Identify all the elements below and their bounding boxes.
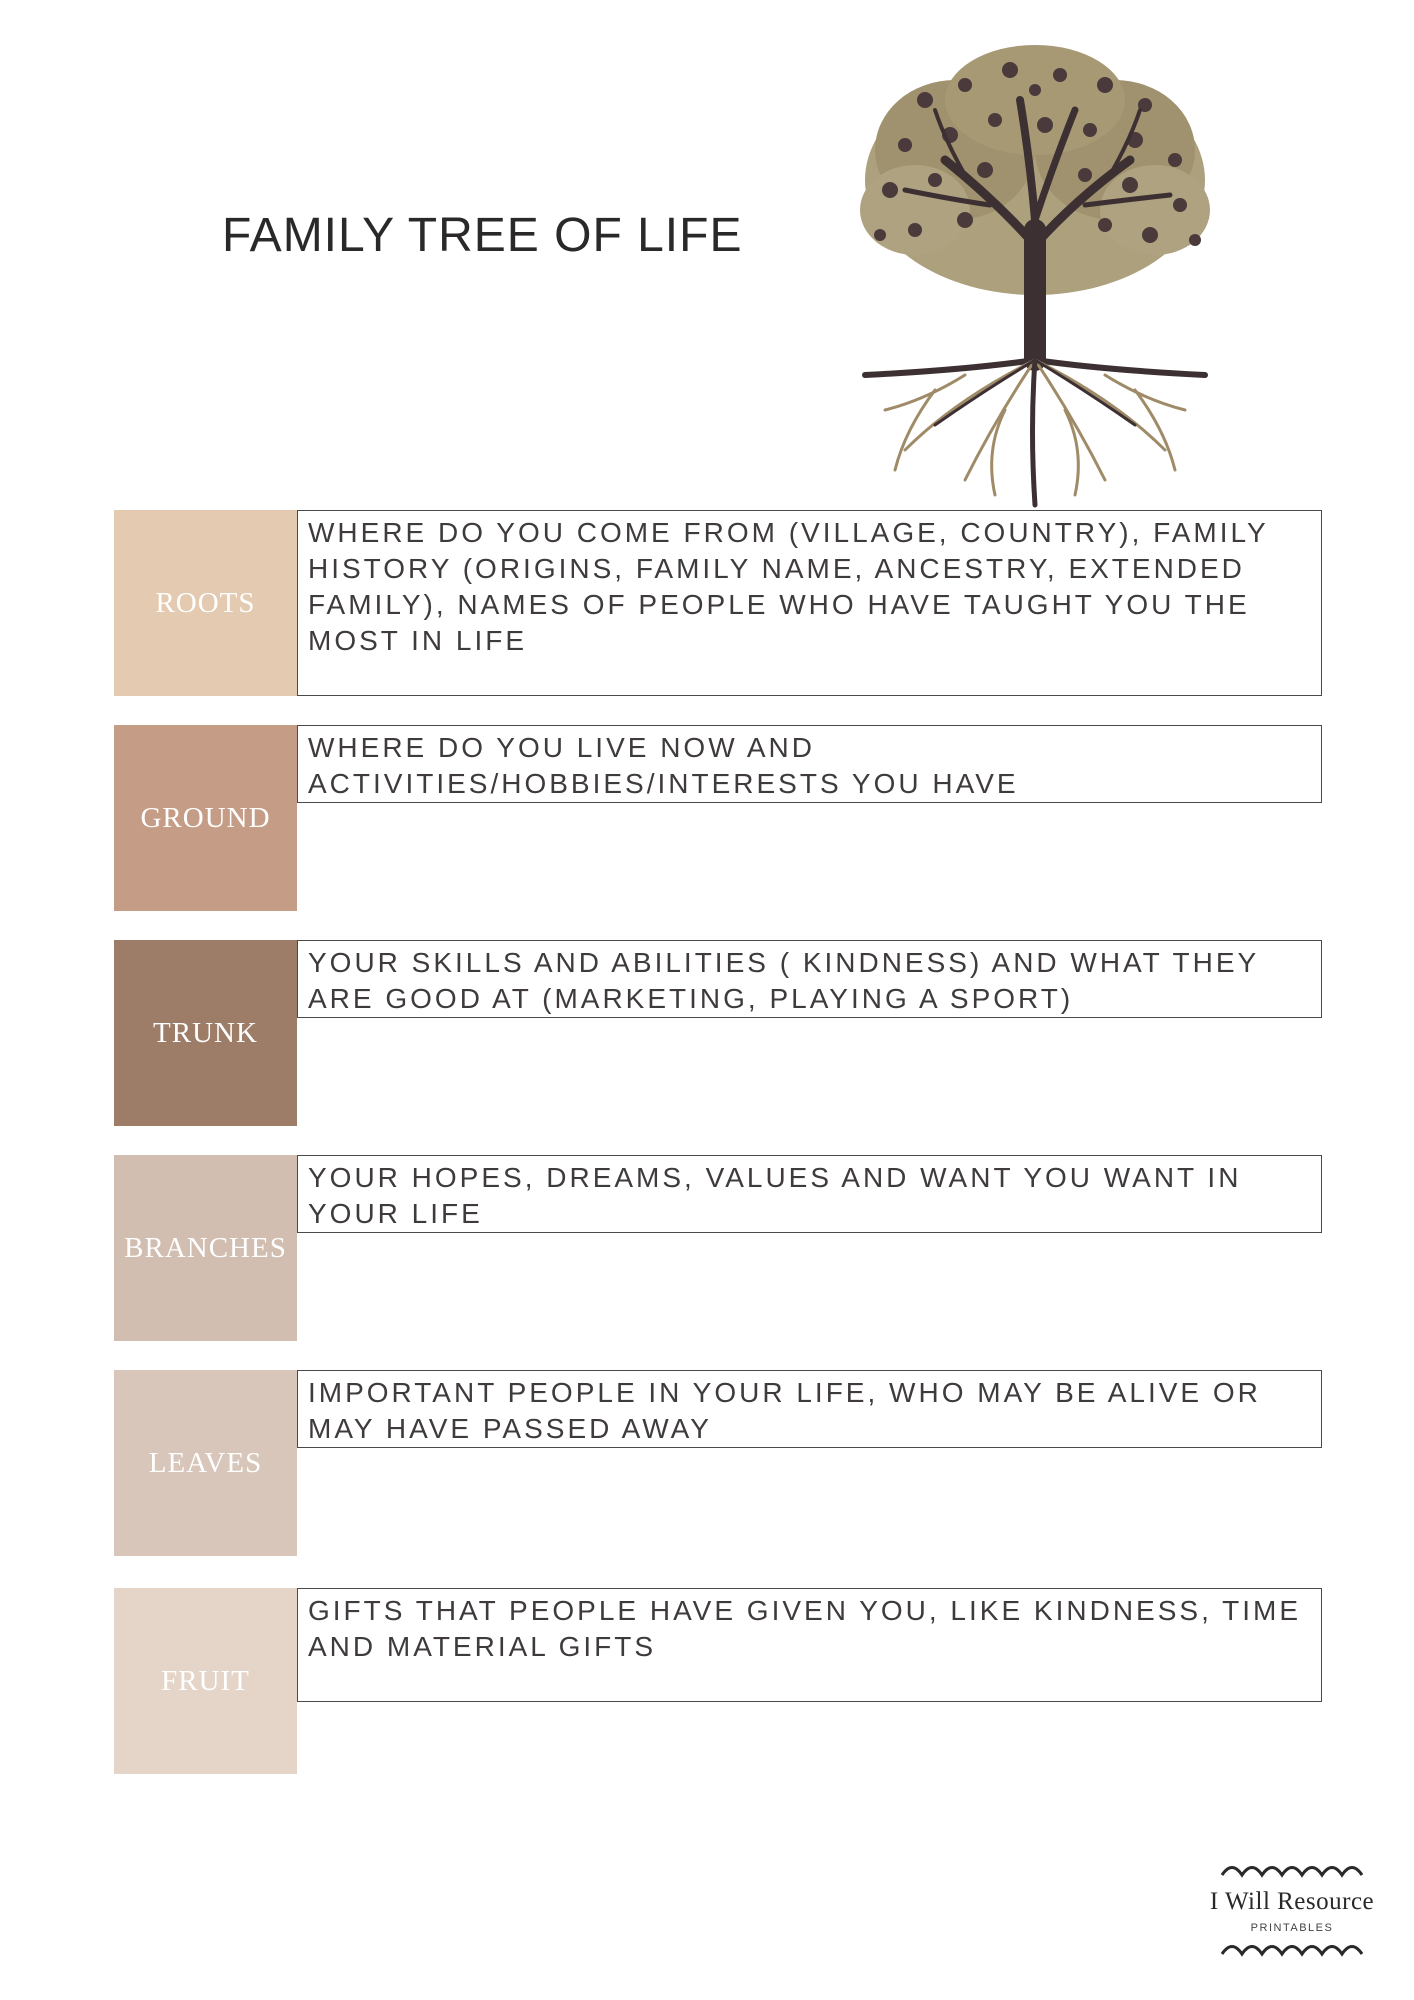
text-box-roots: WHERE DO YOU COME FROM (VILLAGE, COUNTRY), FAMILY HISTORY (ORIGINS, FAMILY NAME, ANCESTRY, EXTENDED FAMILY), NAMES OF PEOPLE WHO HAVE TAUGHT YOU THE MOST IN LIFE <box>297 510 1322 696</box>
brand-sub: PRINTABLES <box>1250 1922 1334 1934</box>
label-ground: GROUND <box>114 725 297 911</box>
text-box-ground: WHERE DO YOU LIVE NOW AND ACTIVITIES/HOBBIES/INTERESTS YOU HAVE <box>297 725 1322 803</box>
row-branches <box>114 1155 1324 1341</box>
page-title: FAMILY TREE OF LIFE <box>222 209 743 262</box>
text-box-fruit: GIFTS THAT PEOPLE HAVE GIVEN YOU, LIKE KINDNESS, TIME AND MATERIAL GIFTS <box>297 1588 1322 1702</box>
text-box-trunk: YOUR SKILLS AND ABILITIES ( KINDNESS) AND WHAT THEY ARE GOOD AT (MARKETING, PLAYING A SPORT) <box>297 940 1322 1018</box>
tree-illustration <box>845 30 1225 510</box>
label-trunk: TRUNK <box>114 940 297 1126</box>
brand-logo <box>1192 1855 1392 1975</box>
wave-icon-bottom <box>1217 1934 1367 1960</box>
label-roots: ROOTS <box>114 510 297 696</box>
label-leaves: LEAVES <box>114 1370 297 1556</box>
tree-roots <box>865 360 1205 505</box>
text-box-branches: YOUR HOPES, DREAMS, VALUES AND WANT YOU WANT IN YOUR LIFE <box>297 1155 1322 1233</box>
brand-name: I Will Resource <box>1209 1888 1375 1915</box>
row-leaves <box>114 1370 1324 1556</box>
row-roots <box>114 510 1324 696</box>
wave-icon <box>1217 1855 1367 1881</box>
label-branches: BRANCHES <box>114 1155 297 1341</box>
row-fruit <box>114 1588 1324 1774</box>
label-fruit: FRUIT <box>114 1588 297 1774</box>
text-box-leaves: IMPORTANT PEOPLE IN YOUR LIFE, WHO MAY BE ALIVE OR MAY HAVE PASSED AWAY <box>297 1370 1322 1448</box>
row-ground <box>114 725 1324 911</box>
row-trunk <box>114 940 1324 1126</box>
